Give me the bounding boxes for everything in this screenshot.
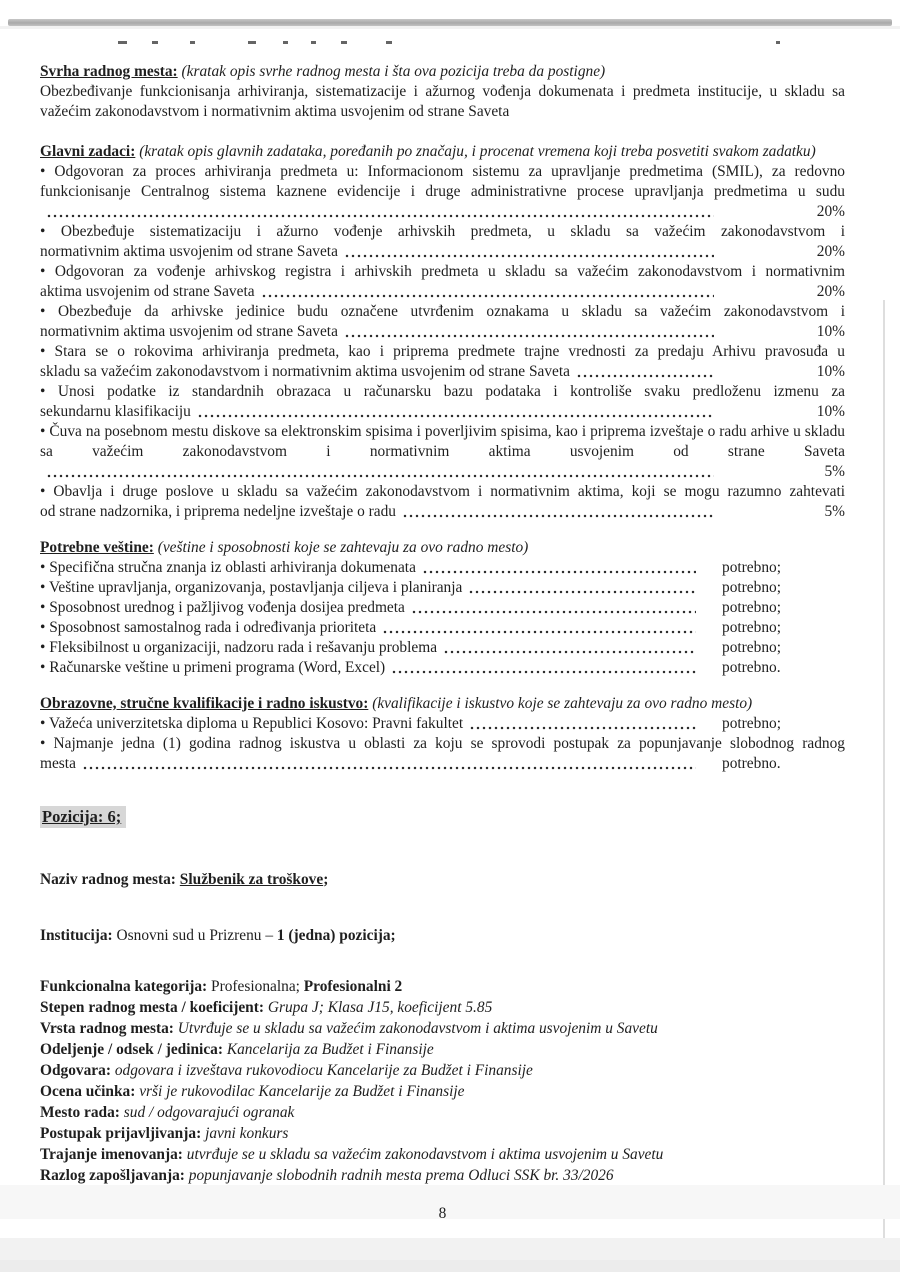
task-item (40, 262, 845, 302)
field-row (40, 1165, 845, 1186)
skill-text: • Računarske veštine u primeni programa (Word, Excel) (40, 659, 386, 676)
task-text-tail: skladu sa važećim zakonodavstvom i normativnim aktima usvojenim od strane Saveta (40, 363, 570, 380)
task-percent: 10% (816, 403, 845, 420)
skill-text: • Specifična stručna znanja iz oblasti arhiviranja dokumenata (40, 559, 416, 576)
skill-item (40, 578, 845, 598)
skill-item (40, 618, 845, 638)
dot-leader (576, 374, 714, 378)
dot-leader (46, 474, 714, 478)
dot-leader (391, 670, 696, 674)
institution-positions: 1 (jedna) pozicija; (276, 927, 396, 944)
scan-noise-band (0, 1260, 900, 1272)
field-value: odgovara i izveštava rukovodiocu Kancelarije za Budžet i Finansije (114, 1062, 533, 1079)
skill-required-value: potrebno; (722, 599, 781, 616)
field-label: Funkcionalna kategorija: (40, 978, 208, 995)
task-percent: 10% (816, 323, 845, 340)
task-item (40, 162, 845, 222)
position-details (40, 976, 845, 1186)
dot-leader (261, 294, 714, 298)
field-row (40, 976, 845, 997)
skills-note: (veštine i sposobnosti koje se zahtevaju za ovo radno mesto) (157, 539, 529, 556)
dot-leader (443, 650, 696, 654)
field-value: Grupa J; Klasa J15, koeficijent 5.85 (267, 999, 493, 1016)
task-percent: 5% (824, 463, 845, 480)
section-purpose (40, 62, 845, 122)
task-text: • Obezbeđuje sistematizaciju i ažurno vođenje arhivskih predmeta, u skladu sa važećim zakonodavstvom i (40, 223, 845, 240)
job-title-value: Službenik za troškove (179, 871, 324, 888)
dot-leader (468, 590, 696, 594)
task-item (40, 482, 845, 522)
task-percent: 20% (816, 243, 845, 260)
task-text-tail: od strane nadzornika, i priprema nedeljne izveštaje o radu (40, 503, 396, 520)
field-label: Trajanje imenovanja: (40, 1146, 183, 1163)
field-value: Profesionalna; (211, 978, 304, 995)
task-item (40, 222, 845, 262)
field-label: Ocena učinka: (40, 1083, 136, 1100)
job-title-label: Naziv radnog mesta: (40, 871, 176, 888)
qualifications-note: (kvalifikacije i iskustvo koje se zahtevaju za ovo radno mesto) (372, 695, 753, 712)
qualification-text: • Najmanje jedna (1) godina radnog iskustva u oblasti za koju se sprovodi postupak za popunjavanje slobodnog radnog (40, 735, 845, 752)
scan-noise-band (0, 1238, 900, 1260)
field-label: Razlog zapošljavanja: (40, 1167, 185, 1184)
field-value: javni konkurs (205, 1125, 289, 1142)
skill-required-value: potrebno; (722, 579, 781, 596)
field-label: Postupak prijavljivanja: (40, 1125, 202, 1142)
skill-item (40, 638, 845, 658)
task-text: • Stara se o rokovima arhiviranja predmeta, kao i priprema predmete trajne vrednosti za predaju Arhivu pravosuđa u (40, 343, 845, 360)
skill-required-value: potrebno; (722, 639, 781, 656)
job-title-row (40, 870, 845, 890)
tasks-heading: Glavni zadaci: (40, 143, 136, 160)
qualification-required-value: potrebno. (722, 755, 781, 772)
field-row (40, 1060, 845, 1081)
purpose-heading: Svrha radnog mesta: (40, 63, 178, 80)
task-text-tail: normativnim aktima usvojenim od strane Saveta (40, 243, 338, 260)
purpose-body: Obezbeđivanje funkcionisanja arhiviranja, sistematizacije i ažurnog vođenja dokumenata i predmeta institucije, u skladu sa važećim zakonodavstvom i normativnim aktima usvojenim od strane Saveta (40, 83, 845, 120)
field-row (40, 1039, 845, 1060)
section-skills (40, 538, 845, 678)
task-percent: 20% (816, 283, 845, 300)
dot-leader (382, 630, 696, 634)
dot-leader (82, 766, 696, 770)
dot-leader (197, 414, 714, 418)
dot-leader (344, 334, 714, 338)
qualification-text-tail: mesta (40, 755, 76, 772)
field-row (40, 1144, 845, 1165)
field-label: Stepen radnog mesta / koeficijent: (40, 999, 264, 1016)
field-row (40, 1123, 845, 1144)
field-value: sud / odgovarajući ogranak (123, 1104, 295, 1121)
task-text-tail: sekundarnu klasifikaciju (40, 403, 191, 420)
task-percent: 20% (816, 203, 845, 220)
institution-label: Institucija: (40, 927, 113, 944)
task-percent: 10% (816, 363, 845, 380)
task-item (40, 422, 845, 482)
task-text: • Odgovoran za proces arhiviranja predmeta u: Informacionom sistemu za upravljanje predmetima (SMIL), za redovno funkcionisanje Centralnog sistema kaznene evidencije i druge administrativne procese upravljanja predmetima u sudu (40, 163, 845, 200)
skill-text: • Veštine upravljanja, organizovanja, postavljanja ciljeva i planiranja (40, 579, 463, 596)
skill-item (40, 658, 845, 678)
position-heading: Pozicija: 6; (40, 806, 126, 828)
institution-row (40, 926, 845, 946)
qualification-item (40, 714, 845, 734)
skill-item (40, 558, 845, 578)
task-item (40, 302, 845, 342)
dot-leader (469, 726, 696, 730)
task-item (40, 382, 845, 422)
section-main-tasks (40, 142, 845, 522)
dot-leader (402, 514, 714, 518)
field-row (40, 997, 845, 1018)
qualifications-heading: Obrazovne, stručne kvalifikacije i radno iskustvo: (40, 695, 369, 712)
field-value-bold: Profesionalni 2 (303, 978, 403, 995)
field-label: Mesto rada: (40, 1104, 120, 1121)
qualification-item (40, 734, 845, 774)
tasks-note: (kratak opis glavnih zadataka, poređanih po značaju, i procenat vremena koji treba posvetiti svakom zadatku) (139, 143, 816, 160)
skill-text: • Sposobnost samostalnog rada i određivanja prioriteta (40, 619, 377, 636)
institution-value: Osnovni sud u Prizrenu – (116, 927, 277, 944)
qualification-text-tail: • Važeća univerzitetska diploma u Republici Kosovo: Pravni fakultet (40, 715, 464, 732)
skills-heading: Potrebne veštine: (40, 539, 154, 556)
dot-leader (422, 570, 696, 574)
field-row (40, 1018, 845, 1039)
qualification-required-value: potrebno; (722, 715, 781, 732)
task-text: • Obezbeđuje da arhivske jedinice budu označene utvrđenim oznakama u skladu sa važećim zakonodavstvom i (40, 303, 845, 320)
page-number: 8 (438, 1205, 447, 1222)
field-value: Utvrđuje se u skladu sa važećim zakonodavstvom i aktima usvojenim u Savetu (177, 1020, 658, 1037)
task-text: • Unosi podatke iz standardnih obrazaca u računarsku bazu podataka i kontroliše svaku predloženu izmenu za (40, 383, 845, 400)
task-text-tail: normativnim aktima usvojenim od strane Saveta (40, 323, 338, 340)
field-value: utvrđuje se u skladu sa važećim zakonodavstvom i aktima usvojenim u Savetu (186, 1146, 664, 1163)
field-value: popunjavanje slobodnih radnih mesta prema Odluci SSK br. 33/2026 (188, 1167, 614, 1184)
dot-leader (411, 610, 696, 614)
purpose-note: (kratak opis svrhe radnog mesta i šta ova pozicija treba da postigne) (181, 63, 606, 80)
field-value: vrši je rukovodilac Kancelarije za Budžet i Finansije (139, 1083, 465, 1100)
field-label: Odeljenje / odsek / jedinica: (40, 1041, 223, 1058)
dot-leader (344, 254, 714, 258)
task-percent: 5% (824, 503, 845, 520)
task-item (40, 342, 845, 382)
skill-text: • Sposobnost urednog i pažljivog vođenja dosijea predmeta (40, 599, 405, 616)
skill-required-value: potrebno; (722, 559, 781, 576)
task-text-tail: aktima usvojenim od strane Saveta (40, 283, 255, 300)
field-label: Odgovara: (40, 1062, 111, 1079)
field-row (40, 1081, 845, 1102)
dot-leader (46, 214, 714, 218)
field-value: Kancelarija za Budžet i Finansije (226, 1041, 434, 1058)
field-label: Vrsta radnog mesta: (40, 1020, 174, 1037)
task-text: • Obavlja i druge poslove u skladu sa važećim zakonodavstvom i normativnim aktima, koji se mogu razumno zahtevati (40, 483, 845, 500)
section-qualifications (40, 694, 845, 774)
skill-required-value: potrebno. (722, 659, 781, 676)
skill-item (40, 598, 845, 618)
task-text: • Odgovoran za vođenje arhivskog registra i arhivskih predmeta u skladu sa važećim zakonodavstvom i normativnim (40, 263, 845, 280)
job-title-suffix: ; (323, 871, 329, 888)
skill-required-value: potrebno; (722, 619, 781, 636)
skill-text: • Fleksibilnost u organizaciji, nadzoru rada i rešavanju problema (40, 639, 438, 656)
field-row (40, 1102, 845, 1123)
task-text: • Čuva na posebnom mestu diskove sa elektronskim spisima i poverljivim spisima, kao i priprema izveštaje o radu arhive u skladu sa važećim zakonodavstvom i normativnim aktima usvojenim od strane Saveta (40, 423, 845, 460)
